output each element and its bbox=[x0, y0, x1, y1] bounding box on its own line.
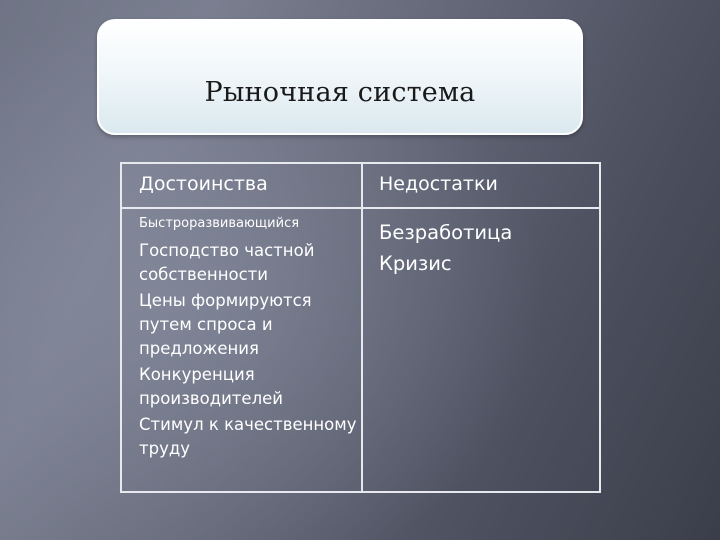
advantage-item: Быстроразвивающийся bbox=[139, 216, 300, 231]
advantage-item: Цены формируются путем спроса и предложения bbox=[139, 291, 312, 358]
header-divider bbox=[122, 207, 599, 209]
advantage-item: Конкуренция производителей bbox=[139, 365, 283, 408]
header-advantages: Достоинства bbox=[139, 173, 268, 195]
advantage-item: Господство частной собственности bbox=[139, 241, 315, 284]
column-divider bbox=[361, 164, 363, 491]
header-disadvantages: Недостатки bbox=[379, 173, 498, 195]
disadvantage-item: Безработица bbox=[379, 221, 513, 244]
comparison-table bbox=[120, 162, 601, 493]
title-box bbox=[97, 19, 583, 135]
advantages-cell bbox=[139, 215, 357, 463]
slide-title: Рыночная система bbox=[204, 77, 476, 108]
disadvantages-cell bbox=[379, 217, 512, 279]
disadvantage-item: Кризис bbox=[379, 252, 452, 275]
advantage-item: Стимул к качественному труду bbox=[139, 415, 357, 458]
